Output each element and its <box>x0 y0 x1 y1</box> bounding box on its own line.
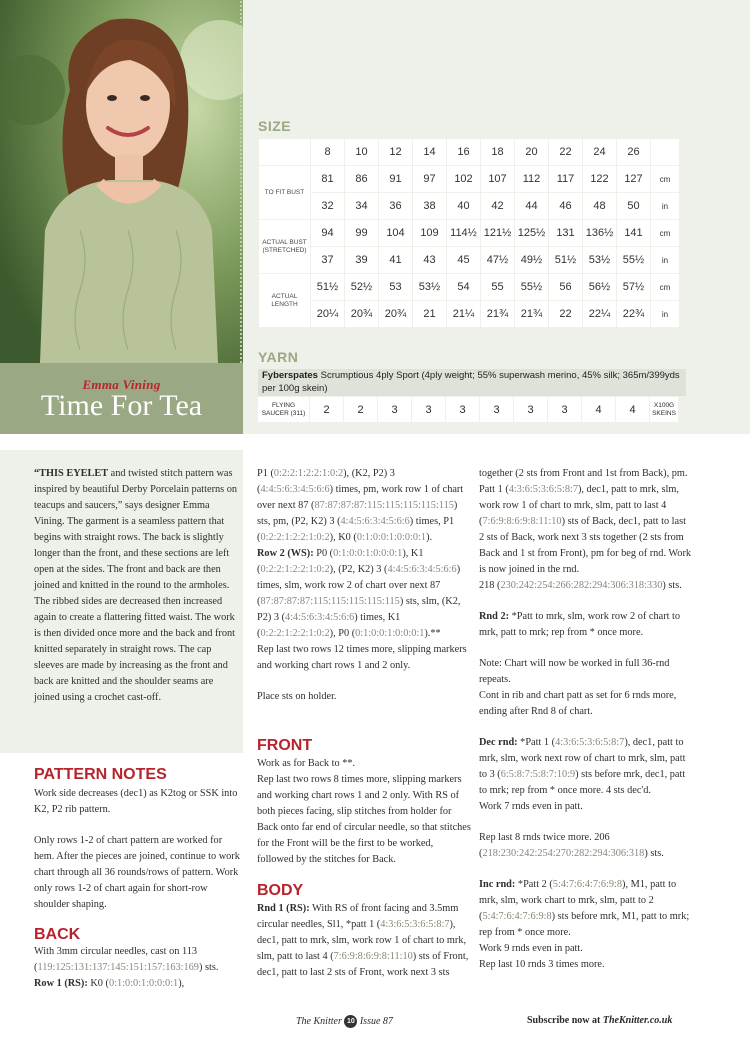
cell: 122 <box>583 166 616 192</box>
unit: in <box>651 247 679 273</box>
intro-lead: “THIS EYELET <box>34 468 109 479</box>
subscribe-text: Subscribe now at <box>527 1015 603 1026</box>
size-values: 0:1:0:0:1:0:0:0:1 <box>355 628 425 639</box>
issue-number: Issue 87 <box>359 1015 393 1027</box>
rnd1-continued <box>479 466 693 594</box>
text: ), dec1, patt to mrk, slm, work row 1 of chart to mrk, slm, patt to last 4 ( <box>257 919 467 962</box>
rnd2-paragraph <box>479 609 693 641</box>
magazine-name: The Knitter <box>296 1015 342 1027</box>
table-row <box>259 193 679 219</box>
cell: 39 <box>345 247 378 273</box>
cell: 2 <box>344 397 377 422</box>
size-values: 87:87:87:87:115:115:115:115:115 <box>314 500 454 511</box>
row1-continued <box>257 466 471 546</box>
cell: 46 <box>549 193 582 219</box>
cell: 48 <box>583 193 616 219</box>
unit-corner <box>651 139 679 165</box>
back-paragraph <box>34 944 240 992</box>
size-values: 0:2:2:1:2:2:1:0:2 <box>260 628 330 639</box>
unit: cm <box>651 220 679 246</box>
cell: 45 <box>447 247 480 273</box>
text: ) times, K1 ( <box>257 612 401 639</box>
table-row <box>259 247 679 273</box>
cell: 20¼ <box>311 301 344 327</box>
size-col: 18 <box>481 139 514 165</box>
yarn-quantity-row <box>258 397 678 422</box>
cell: 112 <box>515 166 548 192</box>
size-values: 7:6:9:8:6:9:8:11:10 <box>482 516 562 527</box>
cell: 3 <box>514 397 547 422</box>
yarn-description <box>258 369 686 396</box>
text: ), (K2, P2) 3 ( <box>257 468 395 495</box>
cell: 53 <box>379 274 412 300</box>
text: ) sts, pm, (P2, K2) 3 ( <box>257 500 458 527</box>
holder-paragraph: Place sts on holder. <box>257 691 337 702</box>
text: With RS of front facing and 3.5mm circular needles, Sl1, *patt 1 ( <box>257 903 459 930</box>
unit: in <box>651 301 679 327</box>
cell: 131 <box>549 220 582 246</box>
footer-issue <box>296 1015 393 1028</box>
size-values: 0:2:2:1:2:2:1:0:2 <box>273 468 344 479</box>
size-values: 0:2:2:1:2:2:1:0:2 <box>260 532 330 543</box>
text: ), (P2, K2) 3 ( <box>329 564 388 575</box>
text: *Patt 2 ( <box>515 879 553 890</box>
size-values: 119:125:131:137:145:151:157:163:169 <box>37 962 199 973</box>
size-col: 14 <box>413 139 446 165</box>
cell: 121½ <box>481 220 514 246</box>
notes-paragraph: Only rows 1-2 of chart pattern are worked for hem. After the pieces are joined, continue to work chart through all 36 rounds/rows of pattern. Work only rows 1-2 of chart again for short-row shoulder shaping. <box>34 835 240 910</box>
text: Work 9 rnds even in patt. <box>479 943 583 954</box>
text: P1 ( <box>257 468 274 479</box>
cell: 3 <box>412 397 445 422</box>
text: ) sts. <box>662 580 682 591</box>
size-values: 5:4:7:6:4:7:6:9:8 <box>482 911 552 922</box>
table-row <box>259 301 679 327</box>
cell: 3 <box>548 397 581 422</box>
text: ) sts before mrk, dec1, patt to mrk; rep from * once more. 4 sts dec'd. <box>479 769 686 796</box>
size-values: 6:5:8:7:5:8:7:10:9 <box>500 769 576 780</box>
column-3 <box>479 466 693 988</box>
cell: 3 <box>446 397 479 422</box>
size-values: 4:3:6:5:3:6:5:8:7 <box>380 919 450 930</box>
text: ) sts. <box>198 962 219 973</box>
cell: 109 <box>413 220 446 246</box>
text: ), dec1, patt to mrk, slm, work next row of chart to mrk, slm, patt to 3 ( <box>479 737 686 780</box>
text: ) sts of Front, dec1, patt to last 2 sts of Front, work next 3 sts <box>257 951 469 978</box>
cell: 22¼ <box>583 301 616 327</box>
text: ), <box>178 978 185 989</box>
cell: 127 <box>617 166 650 192</box>
row2-paragraph <box>257 546 471 642</box>
yarn-brand: Fyberspates <box>262 370 318 381</box>
cell: 104 <box>379 220 412 246</box>
table-row <box>259 274 679 300</box>
cell: 114½ <box>447 220 480 246</box>
cell: 32 <box>311 193 344 219</box>
cell: 22¾ <box>617 301 650 327</box>
rep-paragraph <box>479 830 693 862</box>
cell: 125½ <box>515 220 548 246</box>
text: P0 ( <box>313 548 334 559</box>
size-values: 4:4:5:6:3:4:5:6:6 <box>285 612 355 623</box>
text: ).** <box>424 628 441 639</box>
size-values: 4:4:5:6:3:4:5:6:6 <box>387 564 457 575</box>
cell: 2 <box>310 397 343 422</box>
cell: 102 <box>447 166 480 192</box>
yarn-heading: YARN <box>258 349 299 365</box>
dec-paragraph <box>479 735 693 815</box>
rnd1-paragraph <box>257 901 471 981</box>
row-label: ACTUAL BUST (STRETCHED) <box>259 220 310 273</box>
cell: 36 <box>379 193 412 219</box>
text: ) times, P1 ( <box>257 516 455 543</box>
size-col: 10 <box>345 139 378 165</box>
table-row <box>259 166 679 192</box>
cell: 56½ <box>583 274 616 300</box>
text: ) sts. <box>644 848 664 859</box>
cell: 54 <box>447 274 480 300</box>
row-label: Rnd 1 (RS): <box>257 903 310 914</box>
cell: 51½ <box>311 274 344 300</box>
rep-paragraph: Rep last two rows 12 times more, slipping markers and working chart rows 1 and 2 only. <box>257 644 467 671</box>
text: ) sts before mrk, M1, patt to mrk; rep from * once more. <box>479 911 690 938</box>
size-corner <box>259 139 310 165</box>
cell: 43 <box>413 247 446 273</box>
cell: 4 <box>582 397 615 422</box>
page-number: 10 <box>344 1015 357 1028</box>
cell: 94 <box>311 220 344 246</box>
cell: 97 <box>413 166 446 192</box>
cell: 34 <box>345 193 378 219</box>
cell: 91 <box>379 166 412 192</box>
cell: 81 <box>311 166 344 192</box>
page-title: Time For Tea <box>40 389 203 422</box>
row-label: ACTUAL LENGTH <box>259 274 310 327</box>
cell: 20¾ <box>379 301 412 327</box>
pattern-notes-heading: PATTERN NOTES <box>34 766 167 783</box>
footer-subscribe <box>527 1015 672 1026</box>
yarn-unit: X100G SKEINS <box>650 397 678 422</box>
size-values: 0:1:0:0:1:0:0:0:1 <box>108 978 179 989</box>
text: Rep last 8 rnds twice more. 206 ( <box>479 832 610 859</box>
cell: 21¾ <box>515 301 548 327</box>
size-col: 26 <box>617 139 650 165</box>
text: ) sts of Back, dec1, patt to last 2 sts of Back, work next 3 sts together (2 sts from Back and 1 st from Front), pm for beg of rnd. Work is now joined in the rnd. <box>479 516 692 575</box>
cell: 86 <box>345 166 378 192</box>
text: ), dec1, patt to mrk, slm, work row 1 of chart to mrk, slm, patt to last 4 ( <box>479 484 679 527</box>
size-heading: SIZE <box>258 118 292 134</box>
cell: 55 <box>481 274 514 300</box>
text: Rep last 10 rnds 3 times more. <box>479 959 605 970</box>
notes-paragraph: Work side decreases (dec1) as K2tog or SSK into K2, P2 rib pattern. <box>34 788 238 815</box>
cell: 20¾ <box>345 301 378 327</box>
size-table <box>258 138 680 328</box>
size-values: 218:230:242:254:270:282:294:306:318 <box>482 848 645 859</box>
cell: 44 <box>515 193 548 219</box>
cell: 47½ <box>481 247 514 273</box>
designer-name: Emma Vining <box>82 377 161 392</box>
size-values: 4:3:6:5:3:6:5:8:7 <box>508 484 578 495</box>
inc-paragraph <box>479 877 693 973</box>
cell: 141 <box>617 220 650 246</box>
note-paragraph <box>479 656 693 720</box>
cell: 21¾ <box>481 301 514 327</box>
size-col: 8 <box>311 139 344 165</box>
column-2 <box>257 466 471 720</box>
size-values: 7:6:9:8:6:9:8:11:10 <box>333 951 413 962</box>
column-1 <box>34 466 240 726</box>
back-body <box>34 944 240 1007</box>
cell: 40 <box>447 193 480 219</box>
text: Cont in rib and chart patt as set for 6 rnds more, ending after Rnd 8 of chart. <box>479 690 677 717</box>
row-label: Inc rnd: <box>479 879 516 890</box>
cell: 49½ <box>515 247 548 273</box>
size-values: 87:87:87:87:115:115:115:115:115 <box>260 596 400 607</box>
model-photo <box>0 0 243 363</box>
size-values: 4:4:5:6:3:4:5:6:6 <box>260 484 330 495</box>
text: Work 7 rnds even in patt. <box>479 801 583 812</box>
size-col: 20 <box>515 139 548 165</box>
cell: 55½ <box>515 274 548 300</box>
front-heading: FRONT <box>257 737 313 754</box>
cell: 4 <box>616 397 649 422</box>
cell: 3 <box>378 397 411 422</box>
cell: 3 <box>480 397 513 422</box>
cell: 41 <box>379 247 412 273</box>
cell: 136½ <box>583 220 616 246</box>
cell: 107 <box>481 166 514 192</box>
cell: 117 <box>549 166 582 192</box>
text: ), K1 ( <box>257 548 424 575</box>
size-values: 4:4:5:6:3:4:5:6:6 <box>340 516 410 527</box>
cell: 56 <box>549 274 582 300</box>
back-heading: BACK <box>34 926 81 943</box>
row-label: Row 2 (WS): <box>257 548 314 559</box>
body-body <box>257 901 471 996</box>
text: together (2 sts from Front and 1st from Back), pm. Patt 1 ( <box>479 468 688 495</box>
pattern-notes-body <box>34 786 240 928</box>
text: 218 ( <box>479 580 501 591</box>
cell: 38 <box>413 193 446 219</box>
text: ) sts, slm, (K2, P2) 3 ( <box>257 596 461 623</box>
cell: 57½ <box>617 274 650 300</box>
text: ), M1, patt to mrk, slm, work chart to mrk, slm, patt to 2 ( <box>479 879 677 922</box>
site-link[interactable]: TheKnitter.co.uk <box>602 1015 673 1026</box>
front-paragraph: Rep last two rows 8 times more, slipping markers and working chart rows 1 and 2 only. With RS of both pieces facing, slip stitches from holder for Back onto far end of circular needle, so that stitches for the Front will be the first to be worked, followed by the stitches for Back. <box>257 774 471 865</box>
row-label: TO FIT BUST <box>259 166 310 219</box>
text: ). <box>426 532 433 543</box>
size-values: 4:3:6:5:3:6:5:8:7 <box>555 737 625 748</box>
cell: 52½ <box>345 274 378 300</box>
cell: 99 <box>345 220 378 246</box>
size-values: 0:1:0:0:1:0:0:0:1 <box>356 532 427 543</box>
size-values: 5:4:7:6:4:7:6:9:8 <box>552 879 623 890</box>
body-heading: BODY <box>257 882 304 899</box>
text: Note: Chart will now be worked in full 36-rnd repeats. <box>479 658 670 685</box>
size-col: 12 <box>379 139 412 165</box>
row-label: Rnd 2: <box>479 611 510 622</box>
size-col: 22 <box>549 139 582 165</box>
size-header-row <box>259 139 679 165</box>
text: ) times, slm, work row 2 of chart over next 87 ( <box>257 564 461 607</box>
text: ) times, pm, work row 1 of chart over next 87 ( <box>257 484 464 511</box>
yarn-shade-label: FLYING SAUCER (311) <box>258 397 309 422</box>
unit: cm <box>651 274 679 300</box>
cell: 50 <box>617 193 650 219</box>
text: ), P0 ( <box>329 628 356 639</box>
table-row <box>259 220 679 246</box>
intro-paragraph <box>34 466 240 706</box>
row-label: Row 1 (RS): <box>34 978 88 989</box>
unit: cm <box>651 166 679 192</box>
text: With 3mm circular needles, cast on 113 ( <box>34 946 198 973</box>
unit: in <box>651 193 679 219</box>
cell: 53½ <box>583 247 616 273</box>
cell: 55½ <box>617 247 650 273</box>
cell: 21¼ <box>447 301 480 327</box>
size-values: 0:1:0:0:1:0:0:0:1 <box>333 548 403 559</box>
row-label: Dec rnd: <box>479 737 518 748</box>
front-paragraph: Work as for Back to **. <box>257 758 356 769</box>
cell: 51½ <box>549 247 582 273</box>
front-body <box>257 756 471 883</box>
intro-text: and twisted stitch pattern was inspired by beautiful Derby Porcelain patterns on teacups and saucers,” says designer Emma Vining. The garment is a seamless pattern that begins with straight rows. The back is slightly longer than the front, and these sections are left open at the sides. The front and back are then joined and knitted in the round to the armholes. The ribbed sides are decreased then increased again to create a flattering fitted waist. The work is then divided once more and the back and front knitted separately in straight rows. The cap sleeves are made by increasing as the front and back are knitted and the shoulder seams are joined using a crochet cast-off. <box>34 468 238 703</box>
cell: 53½ <box>413 274 446 300</box>
text: K0 ( <box>87 978 109 989</box>
cell: 21 <box>413 301 446 327</box>
text: ), K0 ( <box>329 532 357 543</box>
size-col: 16 <box>447 139 480 165</box>
size-values: 230:242:254:266:282:294:306:318:330 <box>500 580 663 591</box>
size-col: 24 <box>583 139 616 165</box>
cell: 22 <box>549 301 582 327</box>
text: *Patt to mrk, slm, work row 2 of chart to mrk, patt to mrk; rep from * once more. <box>479 611 681 638</box>
text: *Patt 1 ( <box>517 737 556 748</box>
yarn-desc-text: Scrumptious 4ply Sport (4ply weight; 55% superwash merino, 45% silk; 365m/399yds per 100g skein) <box>262 370 680 394</box>
cell: 37 <box>311 247 344 273</box>
cell: 42 <box>481 193 514 219</box>
size-values: 0:2:2:1:2:2:1:0:2 <box>260 564 330 575</box>
